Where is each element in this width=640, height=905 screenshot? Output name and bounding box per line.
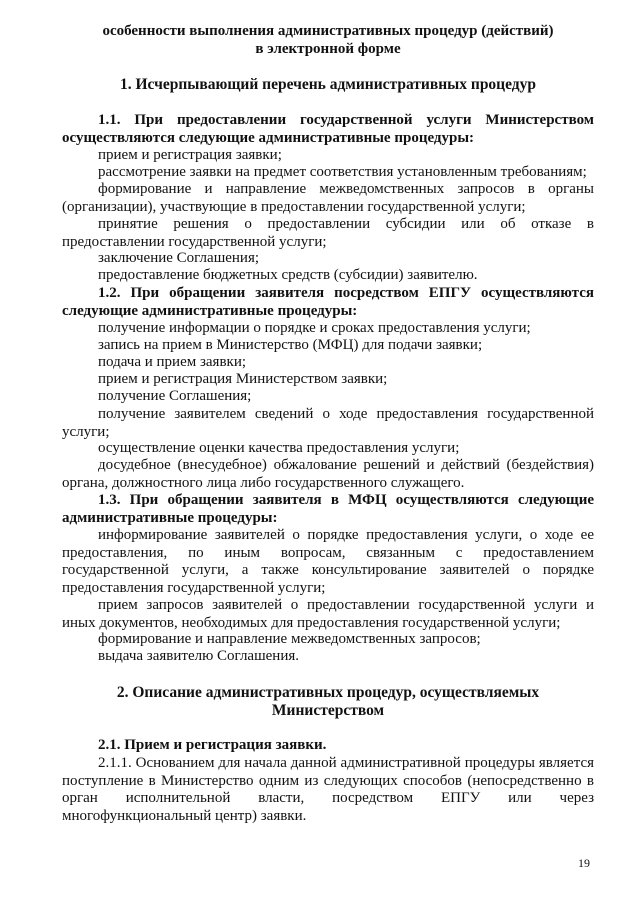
list-item: предоставление бюджетных средств (субсидии) заявителю.: [98, 267, 478, 283]
section-1-1-heading: 1.1. При предоставлении государственной услуги Министерством осуществляются следующие административные процедуры:: [62, 112, 594, 146]
list-item: формирование и направление межведомственных запросов;: [98, 631, 481, 647]
section-1-3-heading: 1.3. При обращении заявителя в МФЦ осуществляются следующие административные процедуры:: [62, 492, 594, 526]
list-item: подача и прием заявки;: [98, 354, 247, 370]
section-2-title-line-2: Министерством: [271, 701, 385, 719]
list-item: получение Соглашения;: [98, 388, 252, 404]
list-item: запись на прием в Министерство (МФЦ) для подачи заявки;: [98, 337, 483, 353]
header-title: [62, 23, 594, 58]
section-1-title: 1. Исчерпывающий перечень административных процедур: [119, 76, 537, 93]
list-item: формирование и направление межведомственных запросов в органы (организации), участвующие в предоставлении государственной услуги;: [62, 181, 594, 215]
list-item: получение информации о порядке и сроках предоставления услуги;: [98, 320, 531, 336]
section-1-2-heading: 1.2. При обращении заявителя посредством ЕПГУ осуществляются следующие административные процедуры:: [62, 285, 594, 319]
list-item: принятие решения о предоставлении субсидии или об отказе в предоставлении государственной услуги;: [62, 216, 594, 250]
section-2-title: [62, 684, 594, 719]
section-2-1-1-paragraph: 2.1.1. Основанием для начала данной административной процедуры является поступление в Министерство одним из следующих способов (непосредственно в орган исполнительной власти, посредством ЕПГУ или через многофункциональный центр) заявки.: [62, 755, 594, 824]
section-2-title-line-1: 2. Описание административных процедур, осуществляемых: [116, 684, 540, 701]
list-item: прием и регистрация Министерством заявки;: [98, 371, 388, 387]
list-item: прием запросов заявителей о предоставлении государственной услуги и иных документов, необходимых для предоставления государственной услуги;: [62, 597, 594, 631]
list-item: выдача заявителю Соглашения.: [98, 648, 299, 664]
list-item: заключение Соглашения;: [98, 250, 260, 266]
page-number: 19: [578, 856, 590, 870]
list-item: осуществление оценки качества предоставления услуги;: [98, 440, 460, 456]
list-item: рассмотрение заявки на предмет соответствия установленным требованиям;: [98, 164, 587, 180]
header-line-2: в электронной форме: [255, 40, 401, 57]
list-item: прием и регистрация заявки;: [98, 147, 282, 163]
list-item: получение заявителем сведений о ходе предоставления государственной услуги;: [62, 406, 594, 440]
list-item: информирование заявителей о порядке предоставления услуги, о ходе ее предоставления, по иным вопросам, связанным с предоставлением государственной услуги, а также консультирование заявителей о порядке предоставления государственной услуги;: [62, 527, 594, 596]
header-line-1: особенности выполнения административных процедур (действий): [102, 23, 554, 39]
section-2-1-heading: 2.1. Прием и регистрация заявки.: [98, 737, 327, 753]
list-item: досудебное (внесудебное) обжалование решений и действий (бездействия) органа, должностного лица либо государственного служащего.: [62, 457, 594, 491]
